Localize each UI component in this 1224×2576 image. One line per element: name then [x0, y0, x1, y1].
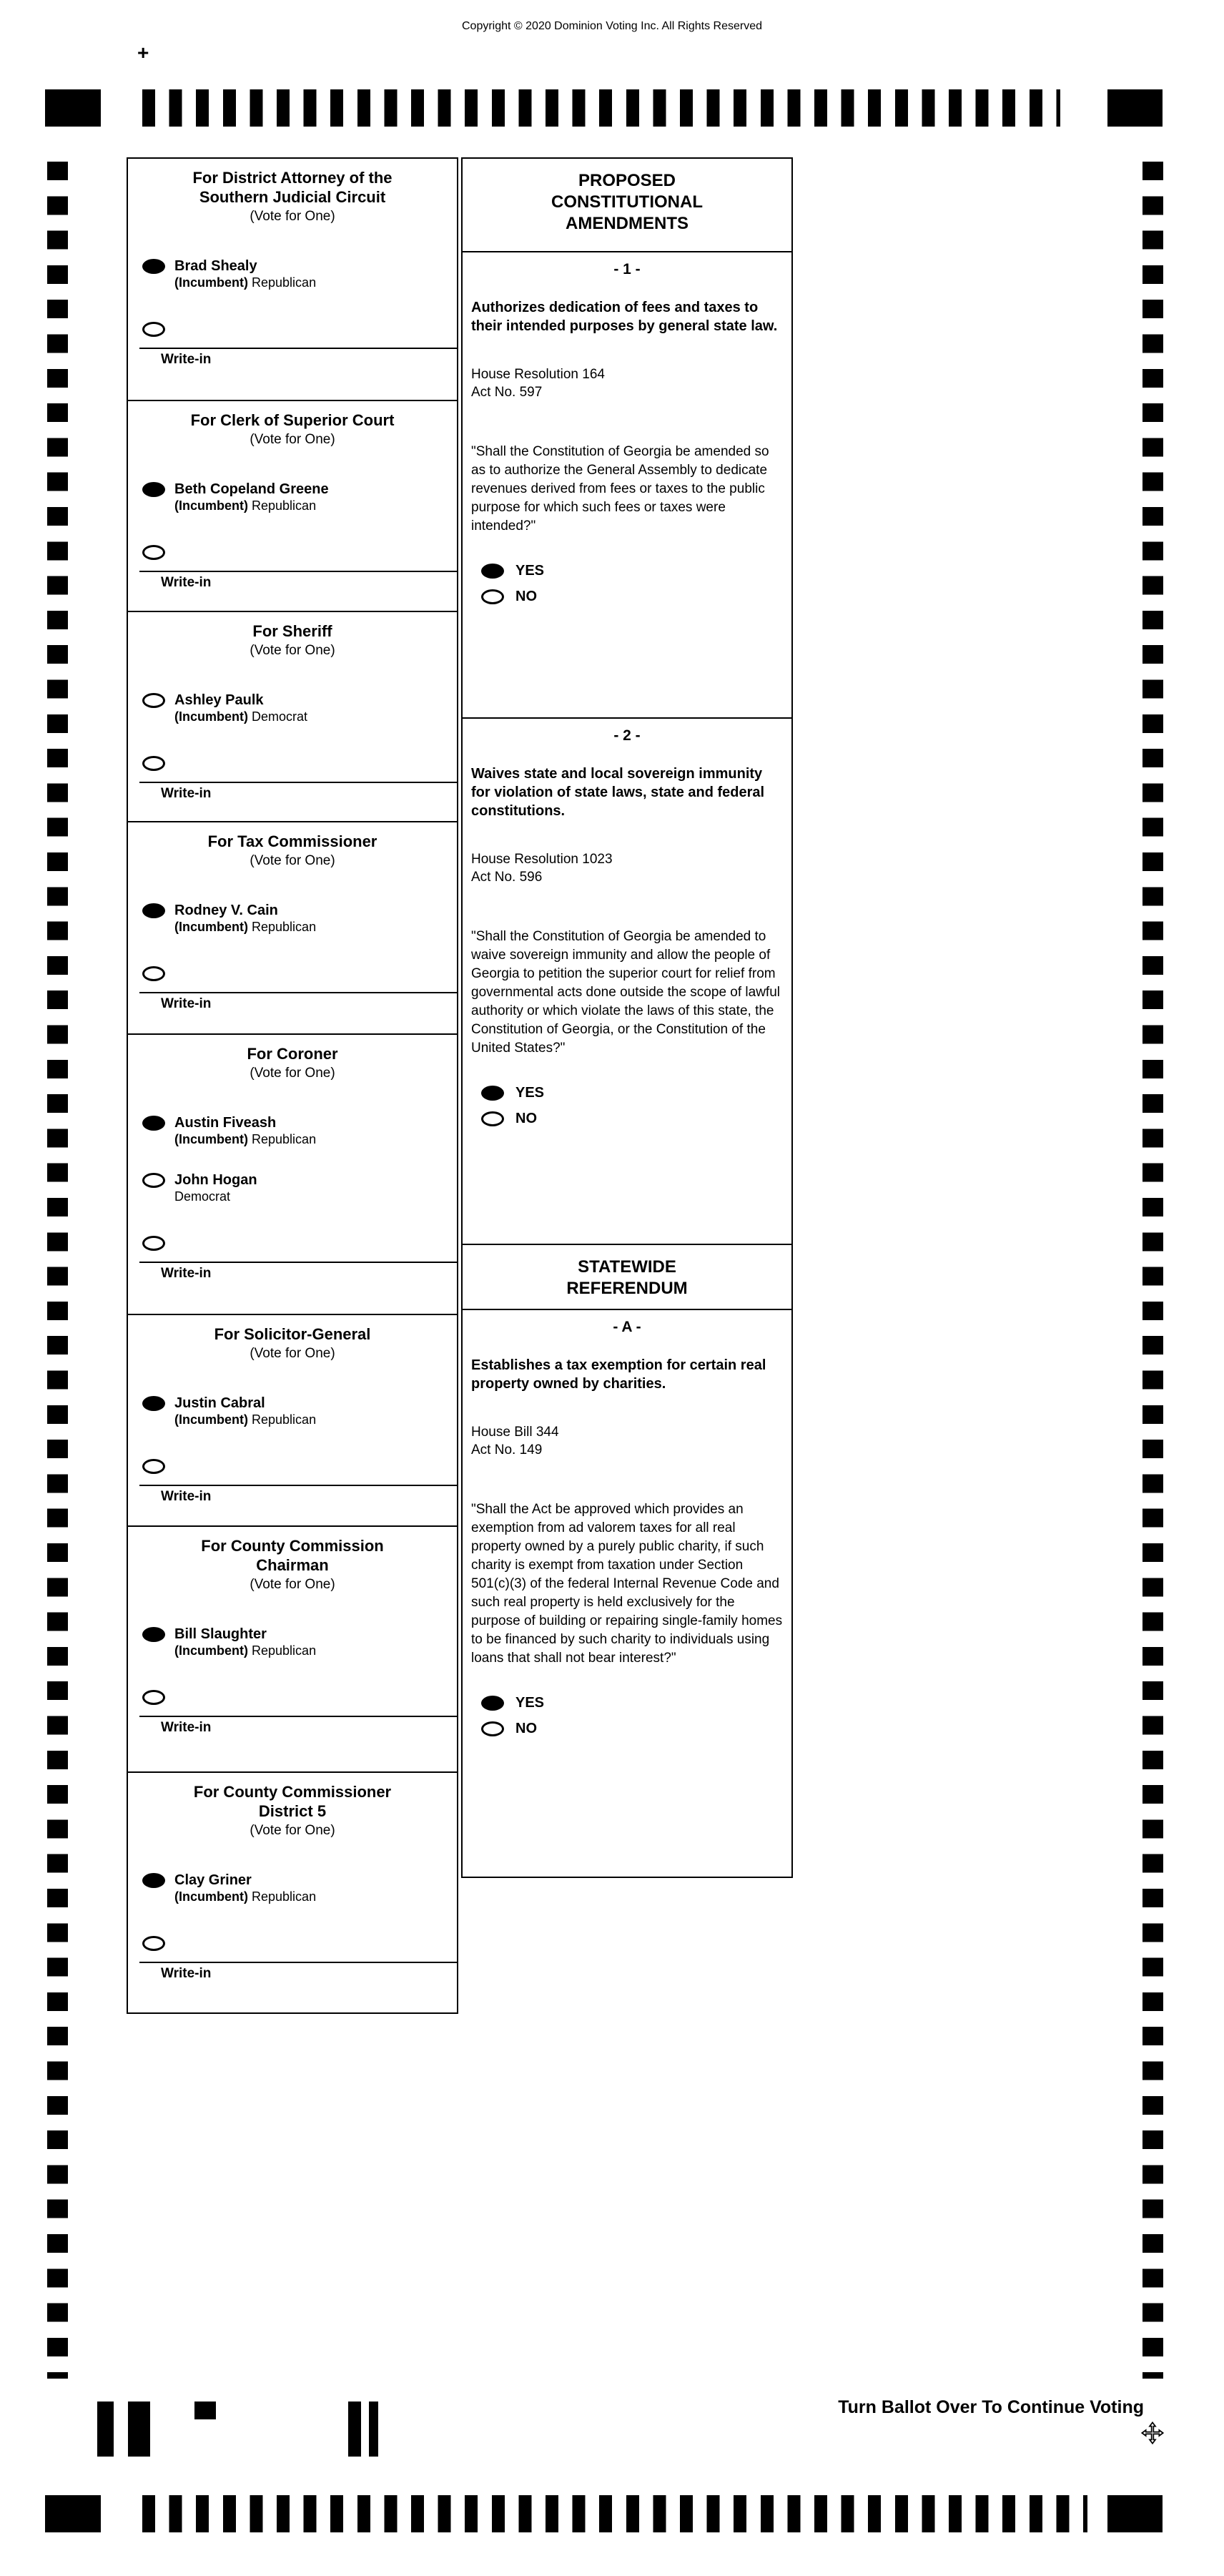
- incumbent-label: (Incumbent): [174, 1889, 248, 1904]
- candidate-name: Bill Slaughter: [174, 1626, 267, 1642]
- candidate-name: Austin Fiveash: [174, 1115, 277, 1131]
- party-label: Republican: [252, 1643, 317, 1658]
- candidate-text: [174, 1872, 316, 1904]
- measure-ref-line: House Bill 344: [471, 1425, 559, 1440]
- write-in-line: [139, 571, 457, 572]
- incumbent-label: (Incumbent): [174, 1132, 248, 1146]
- contest-county-commission-chairman: [128, 1527, 457, 1773]
- write-in-line: [139, 1262, 457, 1263]
- header-line: AMENDMENTS: [566, 214, 688, 233]
- incumbent-label: (Incumbent): [174, 1412, 248, 1427]
- measure-question: "Shall the Act be approved which provides an exemption from ad valorem taxes for all real property owned by a purely public charity, if such charity is exempt from taxation under Section 501(c)(3) of the federal Internal Revenue Code and such real property is held exclusively for the purpose of building or repairing single-family homes to be financed by such charity to individuals using loans that shall not bear interest?": [471, 1502, 783, 1666]
- contest-tax-commissioner: [128, 822, 457, 1035]
- timing-marks-left: [47, 162, 68, 2379]
- measure-summary: Waives state and local sovereign immunity for violation of state laws, state and federal constitutions.: [471, 766, 765, 819]
- turn-ballot-over-instruction: Turn Ballot Over To Continue Voting: [838, 2397, 1144, 2417]
- choice-label: YES: [515, 1085, 545, 1101]
- candidate-text: [174, 257, 316, 290]
- candidate-row: [142, 1626, 457, 1658]
- party-label: Republican: [252, 1412, 317, 1427]
- candidate-detail: [174, 1189, 257, 1204]
- vote-for-instruction: (Vote for One): [250, 432, 335, 447]
- candidate-detail: [174, 498, 329, 513]
- write-in-line: [139, 1962, 457, 1963]
- party-label: Republican: [252, 1132, 317, 1146]
- amendment-1: [463, 252, 791, 719]
- candidate-detail: [174, 1889, 316, 1904]
- measure-number: - 2 -: [613, 727, 641, 744]
- header-line: PROPOSED: [578, 171, 676, 190]
- incumbent-label: (Incumbent): [174, 275, 248, 290]
- vote-bubble-filled[interactable]: [142, 1396, 165, 1411]
- party-label: Democrat: [174, 1189, 231, 1204]
- code-bar: [194, 2402, 216, 2419]
- contest-title-line: For Coroner: [247, 1045, 338, 1063]
- contest-sheriff: [128, 612, 457, 822]
- measure-references: [471, 850, 791, 886]
- candidate-row: [142, 1114, 457, 1147]
- measures-column: [461, 157, 793, 1878]
- choice-label: NO: [515, 589, 537, 604]
- candidate-name: Rodney V. Cain: [174, 903, 278, 918]
- choice-row-no: [481, 1721, 791, 1737]
- write-in-line: [139, 782, 457, 783]
- timing-block-top-left: [45, 89, 101, 127]
- timing-block-top-right: [1107, 89, 1163, 127]
- contest-title-line: District 5: [258, 1802, 327, 1820]
- candidate-name: Justin Cabral: [174, 1395, 265, 1411]
- candidate-text: [174, 481, 329, 513]
- choice-label: NO: [515, 1111, 537, 1126]
- write-in-label: Write-in: [161, 1266, 212, 1281]
- write-in-line: [139, 1716, 457, 1717]
- candidate-text: [174, 1171, 257, 1204]
- contest-title-line: For Clerk of Superior Court: [190, 411, 395, 429]
- measure-number: - A -: [613, 1319, 641, 1335]
- timing-marks-right: [1142, 162, 1163, 2379]
- write-in-bubble[interactable]: [142, 545, 165, 560]
- contest-title: [128, 1315, 457, 1344]
- contest-title-line: For County Commission: [201, 1537, 384, 1555]
- write-in-label: Write-in: [161, 996, 212, 1011]
- code-bar: [97, 2402, 114, 2457]
- vote-bubble-empty[interactable]: [142, 693, 165, 708]
- write-in-bubble[interactable]: [142, 1690, 165, 1705]
- party-label: Republican: [252, 275, 317, 290]
- four-way-arrow-icon: [1141, 2422, 1164, 2448]
- header-line: STATEWIDE: [578, 1257, 676, 1277]
- candidate-text: [174, 1626, 316, 1658]
- contest-title-line: Chairman: [256, 1556, 329, 1574]
- contest-title-line: For Sheriff: [252, 622, 332, 640]
- candidate-row: [142, 257, 457, 290]
- measure-ref-line: House Resolution 1023: [471, 852, 613, 867]
- incumbent-label: (Incumbent): [174, 709, 248, 724]
- vote-bubble-filled[interactable]: [142, 1116, 165, 1131]
- contest-title: [128, 1773, 457, 1821]
- amendments-header: [463, 159, 791, 252]
- contest-title: [128, 1035, 457, 1063]
- party-label: Republican: [252, 498, 317, 513]
- choice-row-no: [481, 589, 791, 605]
- measure-ref-line: House Resolution 164: [471, 367, 605, 382]
- measure-summary: Authorizes dedication of fees and taxes to their intended purposes by general state law.: [471, 300, 778, 334]
- candidate-row: [142, 1395, 457, 1427]
- contest-column: [127, 157, 458, 2014]
- candidate-name: Brad Shealy: [174, 258, 257, 274]
- referendum-a: [463, 1310, 791, 1877]
- code-bar: [128, 2402, 150, 2457]
- contest-coroner: [128, 1035, 457, 1315]
- write-in-label: Write-in: [161, 352, 212, 367]
- choice-label: YES: [515, 563, 545, 579]
- measure-question: "Shall the Constitution of Georgia be amended to waive sovereign immunity and allow the people of Georgia to petition the superior court for relief from governmental acts done outside the scope of lawful authority or which violate the laws of this state, the Constitution of Georgia, or the Constitution of the United States?": [471, 929, 780, 1056]
- timing-block-bottom-left: [45, 2495, 101, 2532]
- candidate-detail: [174, 275, 316, 290]
- contest-county-commissioner-district-5: [128, 1773, 457, 2012]
- candidate-row: [142, 1872, 457, 1904]
- contest-title: [128, 822, 457, 851]
- header-line: CONSTITUTIONAL: [551, 192, 703, 212]
- incumbent-label: (Incumbent): [174, 920, 248, 934]
- measure-ref-line: Act No. 596: [471, 870, 543, 885]
- write-in-label: Write-in: [161, 1966, 212, 1981]
- write-in-line: [139, 992, 457, 993]
- measure-ref-line: Act No. 149: [471, 1442, 543, 1457]
- timing-marks-top: [142, 89, 1060, 127]
- contest-title: [128, 1527, 457, 1575]
- measure-references: [471, 1423, 791, 1459]
- write-in-bubble[interactable]: [142, 966, 165, 981]
- registration-plus-mark: +: [137, 41, 149, 64]
- choice-label: NO: [515, 1721, 537, 1736]
- vote-bubble-filled[interactable]: [142, 1627, 165, 1642]
- vote-bubble-filled[interactable]: [142, 1873, 165, 1888]
- choice-row-yes: [481, 563, 791, 579]
- vote-bubble-empty[interactable]: [481, 1721, 504, 1736]
- vote-bubble-filled[interactable]: [142, 482, 165, 497]
- choice-row-yes: [481, 1085, 791, 1101]
- candidate-row: [142, 902, 457, 935]
- measure-question: "Shall the Constitution of Georgia be amended so as to authorize the General Assembly to dedicate revenues derived from fees or taxes to the public purpose for which such fees or taxes were intended?": [471, 444, 769, 534]
- copyright-line: Copyright © 2020 Dominion Voting Inc. All Rights Reserved: [461, 20, 762, 32]
- candidate-text: [174, 1395, 316, 1427]
- candidate-row: [142, 692, 457, 724]
- candidate-detail: [174, 1412, 316, 1427]
- code-bar: [369, 2402, 378, 2457]
- contest-title-line: For County Commissioner: [193, 1783, 392, 1801]
- write-in-label: Write-in: [161, 786, 212, 801]
- measure-ref-line: Act No. 597: [471, 385, 543, 400]
- timing-block-bottom-right: [1107, 2495, 1163, 2532]
- candidate-detail: [174, 1131, 316, 1147]
- write-in-bubble[interactable]: [142, 756, 165, 771]
- incumbent-label: (Incumbent): [174, 1643, 248, 1658]
- write-in-line: [139, 348, 457, 349]
- write-in-label: Write-in: [161, 1489, 212, 1504]
- contest-title: [128, 159, 457, 207]
- timing-marks-bottom: [142, 2495, 1087, 2532]
- statewide-referendum-header: [463, 1245, 791, 1310]
- contest-clerk-superior-court: [128, 401, 457, 612]
- vote-for-instruction: (Vote for One): [250, 1346, 335, 1361]
- contest-title-line: For Tax Commissioner: [207, 832, 377, 850]
- vote-bubble-filled[interactable]: [142, 259, 165, 274]
- party-label: Republican: [252, 920, 317, 934]
- candidate-text: [174, 902, 316, 935]
- write-in-label: Write-in: [161, 1720, 212, 1735]
- write-in-bubble[interactable]: [142, 1236, 165, 1251]
- contest-title-line: For District Attorney of the: [192, 169, 393, 187]
- candidate-name: Clay Griner: [174, 1872, 252, 1888]
- party-label: Republican: [252, 1889, 317, 1904]
- vote-bubble-filled[interactable]: [481, 1086, 504, 1101]
- vote-bubble-empty[interactable]: [142, 1173, 165, 1188]
- choice-row-no: [481, 1111, 791, 1127]
- measure-references: [471, 365, 791, 401]
- header-line: REFERENDUM: [566, 1279, 688, 1298]
- vote-for-instruction: (Vote for One): [250, 1577, 335, 1592]
- vote-bubble-filled[interactable]: [142, 903, 165, 918]
- party-label: Democrat: [252, 709, 308, 724]
- contest-title-line: For Solicitor-General: [214, 1325, 371, 1343]
- vote-bubble-filled[interactable]: [481, 564, 504, 579]
- candidate-text: [174, 1114, 316, 1147]
- contest-title: [128, 612, 457, 641]
- vote-bubble-filled[interactable]: [481, 1696, 504, 1711]
- candidate-row: [142, 1171, 457, 1204]
- incumbent-label: (Incumbent): [174, 498, 248, 513]
- write-in-label: Write-in: [161, 575, 212, 590]
- code-bar: [348, 2402, 361, 2457]
- vote-for-instruction: (Vote for One): [250, 1066, 335, 1081]
- vote-for-instruction: (Vote for One): [250, 643, 335, 658]
- candidate-name: Ashley Paulk: [174, 692, 264, 708]
- vote-for-instruction: (Vote for One): [250, 1823, 335, 1838]
- choice-label: YES: [515, 1695, 545, 1711]
- write-in-bubble[interactable]: [142, 322, 165, 337]
- measure-number: - 1 -: [613, 261, 641, 277]
- contest-district-attorney: [128, 159, 457, 401]
- write-in-bubble[interactable]: [142, 1459, 165, 1474]
- vote-bubble-empty[interactable]: [481, 1111, 504, 1126]
- vote-for-instruction: (Vote for One): [250, 853, 335, 868]
- amendment-2: [463, 719, 791, 1245]
- candidate-detail: [174, 709, 307, 724]
- write-in-bubble[interactable]: [142, 1936, 165, 1951]
- contest-title: [128, 401, 457, 430]
- vote-for-instruction: (Vote for One): [250, 209, 335, 224]
- choice-row-yes: [481, 1695, 791, 1711]
- contest-solicitor-general: [128, 1315, 457, 1527]
- candidate-text: [174, 692, 307, 724]
- candidate-row: [142, 481, 457, 513]
- contest-title-line: Southern Judicial Circuit: [199, 188, 386, 206]
- candidate-detail: [174, 919, 316, 935]
- vote-bubble-empty[interactable]: [481, 589, 504, 604]
- candidate-name: Beth Copeland Greene: [174, 481, 329, 497]
- write-in-line: [139, 1485, 457, 1486]
- candidate-detail: [174, 1643, 316, 1658]
- measure-summary: Establishes a tax exemption for certain real property owned by charities.: [471, 1357, 766, 1392]
- candidate-name: John Hogan: [174, 1172, 257, 1188]
